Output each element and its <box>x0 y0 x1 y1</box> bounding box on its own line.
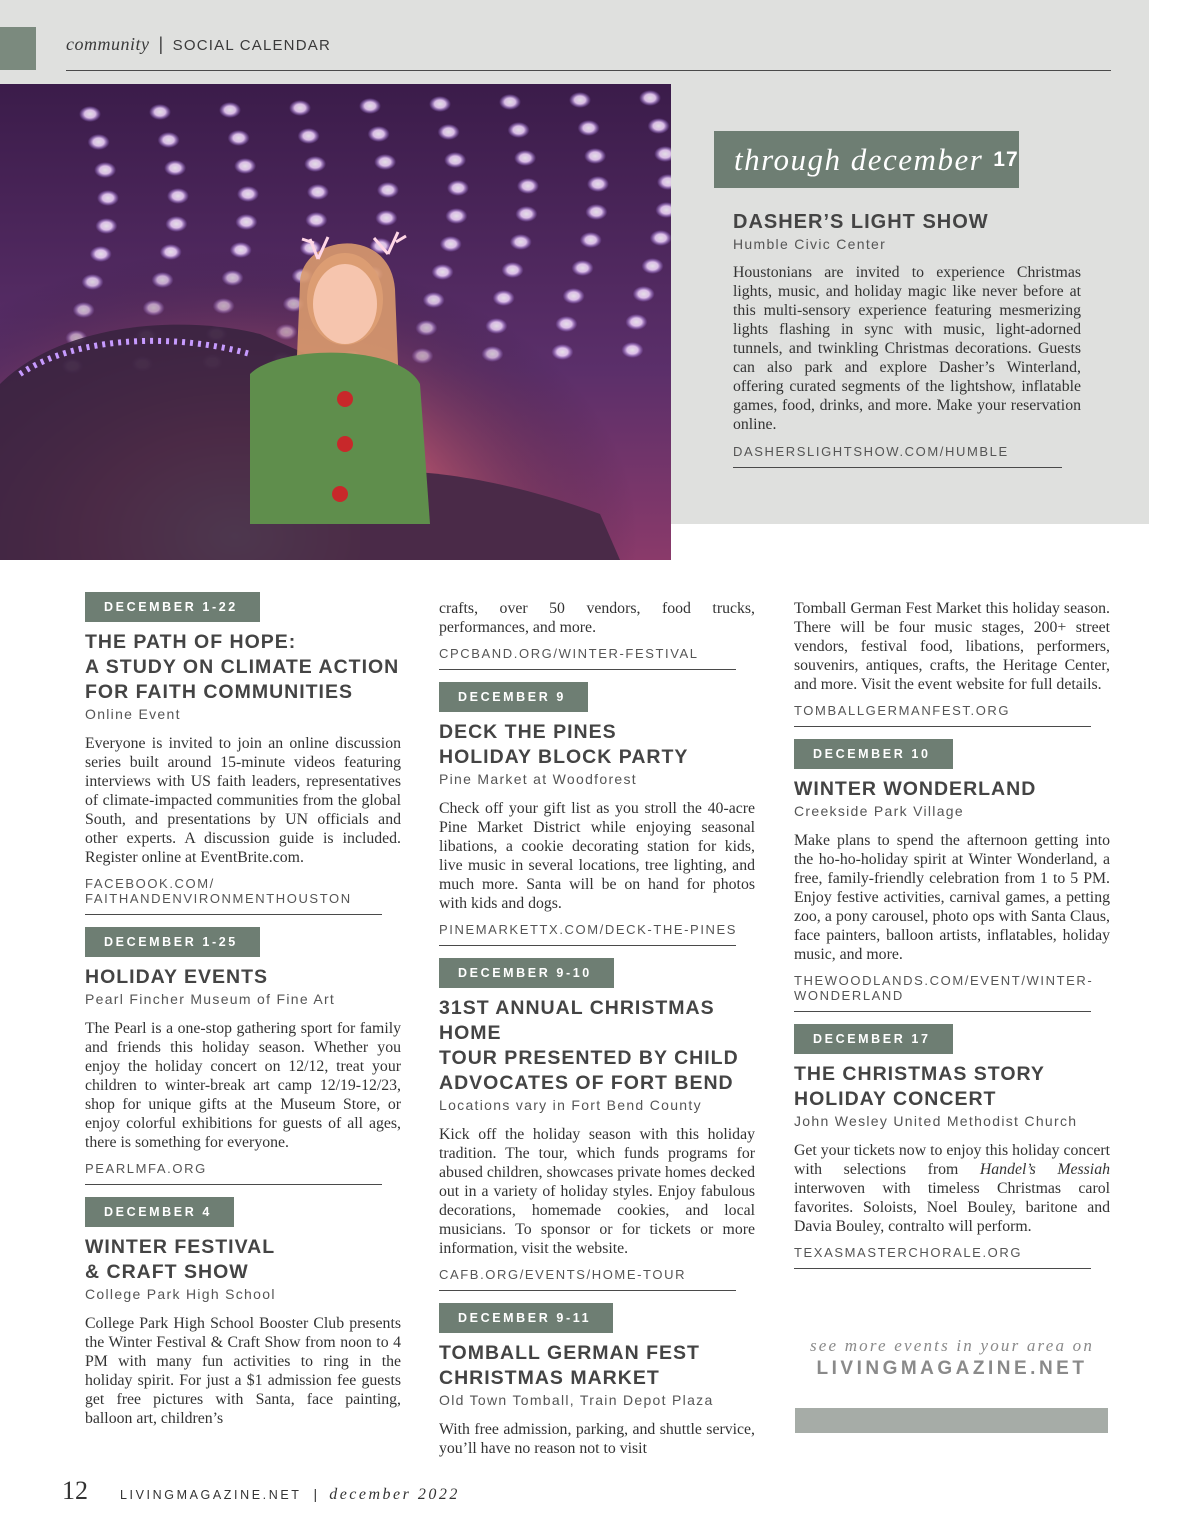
date-badge: DECEMBER 10 <box>794 739 953 769</box>
event-title-line: ADVOCATES OF FORT BEND <box>439 1072 734 1094</box>
event-link[interactable]: PEARLMFA.ORG <box>85 1161 207 1176</box>
page-header <box>66 34 331 55</box>
date-badge: DECEMBER 17 <box>794 1024 953 1054</box>
event-title-line: HOLIDAY CONCERT <box>794 1088 997 1110</box>
event-title-line: THE PATH OF HOPE: <box>85 631 297 653</box>
event-link[interactable] <box>794 973 1110 1003</box>
event-tomball-german-fest-continued <box>794 599 1110 727</box>
event-path-of-hope <box>85 592 401 915</box>
feature-event <box>733 210 1081 468</box>
event-title-line: HOLIDAY BLOCK PARTY <box>439 746 689 768</box>
column-1 <box>85 592 401 1428</box>
page-number: 12 <box>62 1476 88 1505</box>
event-title-line: TOMBALL GERMAN FEST <box>439 1342 700 1364</box>
event-body: Check off your gift list as you stroll the 40-acre Pine Market District while enjoying seasonal libations, a cookie decorating station for kids, live music in several locations, tree lighting, and much more. Santa will be on hand for photos with kids and dogs. <box>439 800 755 912</box>
date-badge: DECEMBER 9 <box>439 682 588 712</box>
event-christmas-home-tour <box>439 946 755 1291</box>
feature-date-text: through december <box>734 141 984 177</box>
event-link-line[interactable]: WONDERLAND <box>794 988 904 1003</box>
event-title-line: THE CHRISTMAS STORY <box>794 1063 1045 1085</box>
more-events-site[interactable]: LIVINGMAGAZINE.NET <box>816 1358 1088 1379</box>
holiday-light-tunnel-photo <box>0 84 671 560</box>
feature-date-badge <box>714 131 1019 188</box>
event-link-line[interactable]: FACEBOOK.COM/ <box>85 876 215 891</box>
footer-site: LIVINGMAGAZINE.NET <box>120 1488 302 1502</box>
feature-link[interactable]: DASHERSLIGHTSHOW.COM/HUMBLE <box>733 444 1009 459</box>
event-title-line: & CRAFT SHOW <box>85 1261 249 1283</box>
section-name: community <box>66 34 150 54</box>
feature-body: Houstonians are invited to experience Christmas lights, music, and holiday magic like never before at this multi-sensory experience featuring mesmerizing lights flashing in sync with music, light-adorned tunnels, and twinkling Christmas decorations. Guests can also park and explore Dasher’s Winterland, offering curated segments of the lightshow, inflatable games, food, drinks, and more. Make your reservation online. <box>733 264 1081 433</box>
column-3 <box>794 592 1110 1269</box>
event-body-text: interwoven with timeless Christmas carol favorites. Soloists, Noel Bouley, baritone and Davia Bouley, contralto will perform. <box>794 1180 1110 1235</box>
event-location: Old Town Tomball, Train Depot Plaza <box>439 1392 714 1408</box>
event-body: Make plans to spend the afternoon getting into the ho-ho-holiday spirit at Winter Wonderland, a free, family-friendly celebration from 1 to 5 PM. Enjoy festive activities, carnival games, a petting zoo, a pony carousel, photo ops with Santa Claus, face painters, balloon artists, inflatables, holiday music, and more. <box>794 832 1110 963</box>
feature-title: DASHER’S LIGHT SHOW <box>733 211 989 233</box>
event-link[interactable]: TOMBALLGERMANFEST.ORG <box>794 703 1011 718</box>
date-badge: DECEMBER 1-25 <box>85 927 260 957</box>
event-location: John Wesley United Methodist Church <box>794 1113 1078 1129</box>
event-body: With free admission, parking, and shuttle service, you’ll have no reason not to visit <box>439 1421 755 1457</box>
event-link-line[interactable]: THEWOODLANDS.COM/EVENT/WINTER- <box>794 973 1094 988</box>
event-location: Pine Market at Woodforest <box>439 771 637 787</box>
event-body-italic: Handel’s Messiah <box>979 1161 1110 1178</box>
event-link[interactable]: TEXASMASTERCHORALE.ORG <box>794 1245 1023 1260</box>
event-title-line: FOR FAITH COMMUNITIES <box>85 681 353 703</box>
more-events-callout <box>794 1336 1110 1380</box>
feature-date-number: 17 <box>993 147 1019 171</box>
event-body-text: Get your tickets now to enjoy this holiday concert with selections from <box>794 1142 1110 1178</box>
event-body: Kick off the holiday season with this holiday tradition. The tour, which funds programs for abused children, showcases private homes decked out in a variety of holiday styles. Enjoy fabulous decorations, homemade cookies, and local musicians. To sponsor or for tickets or more information, visit the website. <box>439 1126 755 1257</box>
event-location: Pearl Fincher Museum of Fine Art <box>85 991 336 1007</box>
hero-photo <box>0 84 671 560</box>
event-christmas-story-concert <box>794 1012 1110 1269</box>
footer-separator: | <box>313 1486 318 1502</box>
date-badge: DECEMBER 4 <box>85 1197 234 1227</box>
date-badge: DECEMBER 9-10 <box>439 958 614 988</box>
date-badge: DECEMBER 1-22 <box>85 592 260 622</box>
event-title-line: WINTER WONDERLAND <box>794 778 1037 800</box>
event-body: Tomball German Fest Market this holiday season. There will be four music stages, 200+ street vendors, festival food, libations, performers, souvenirs, antiques, crafts, the Heritage Center, and more. Visit the event website for full details. <box>794 600 1110 693</box>
event-deck-the-pines <box>439 670 755 946</box>
page-footer <box>62 1476 460 1506</box>
event-location: College Park High School <box>85 1286 276 1302</box>
event-location: Online Event <box>85 706 181 722</box>
header-separator: | <box>158 34 164 54</box>
event-rule <box>794 1268 1091 1269</box>
event-link[interactable]: CPCBAND.ORG/WINTER-FESTIVAL <box>439 646 699 661</box>
event-title-line: CHRISTMAS MARKET <box>439 1367 660 1389</box>
event-holiday-events <box>85 915 401 1185</box>
event-winter-festival-continued <box>439 599 755 670</box>
footer-issue: december 2022 <box>329 1486 460 1503</box>
date-badge: DECEMBER 9-11 <box>439 1303 613 1333</box>
event-winter-wonderland <box>794 727 1110 1012</box>
event-link[interactable]: CAFB.ORG/EVENTS/HOME-TOUR <box>439 1267 687 1282</box>
event-tomball-german-fest <box>439 1291 755 1458</box>
section-tab-marker <box>0 27 36 70</box>
section-title: SOCIAL CALENDAR <box>172 37 331 54</box>
event-title-line: A STUDY ON CLIMATE ACTION <box>85 656 400 678</box>
feature-location: Humble Civic Center <box>733 236 887 252</box>
event-body: The Pearl is a one-stop gathering sport for family and friends this holiday season. Whether you enjoy the holiday concert on 12/12, treat your children to winter-break art camp 12/19-12/23, shop for unique gifts at the Museum Store, or enjoy colorful exhibitions for guests of all ages, there is something for everyone. <box>85 1020 401 1151</box>
decorative-bar <box>795 1408 1108 1433</box>
header-rule <box>66 70 1111 71</box>
column-2 <box>439 592 755 1458</box>
event-title-line: 31ST ANNUAL CHRISTMAS HOME <box>439 997 715 1044</box>
event-body <box>794 1141 1110 1236</box>
event-link[interactable] <box>85 876 401 906</box>
event-title-line: DECK THE PINES <box>439 721 617 743</box>
event-body: crafts, over 50 vendors, food trucks, performances, and more. <box>439 600 755 636</box>
event-link-line[interactable]: FAITHANDENVIRONMENTHOUSTON <box>85 891 352 906</box>
event-location: Locations vary in Fort Bend County <box>439 1097 702 1113</box>
event-link[interactable]: PINEMARKETTX.COM/DECK-THE-PINES <box>439 922 738 937</box>
event-location: Creekside Park Village <box>794 803 964 819</box>
event-title-line: TOUR PRESENTED BY CHILD <box>439 1047 739 1069</box>
event-body: College Park High School Booster Club presents the Winter Festival & Craft Show from noon to 4 PM with many fun activities to ring in the holiday spirit. For just a $1 admission fee guests get free pictures with Santa, face painting, balloon art, children’s <box>85 1315 401 1427</box>
more-events-text: see more events in your area on <box>809 1336 1095 1355</box>
event-winter-festival <box>85 1185 401 1428</box>
event-title-line: HOLIDAY EVENTS <box>85 966 269 988</box>
event-title-line: WINTER FESTIVAL <box>85 1236 276 1258</box>
event-body: Everyone is invited to join an online discussion series built around 15-minute videos featuring interviews with US faith leaders, representatives of climate-impacted communities from the global South, and presentations by UN officials and other experts. A discussion guide is included. Register online at EventBrite.com. <box>85 735 401 866</box>
feature-rule <box>733 467 1062 468</box>
